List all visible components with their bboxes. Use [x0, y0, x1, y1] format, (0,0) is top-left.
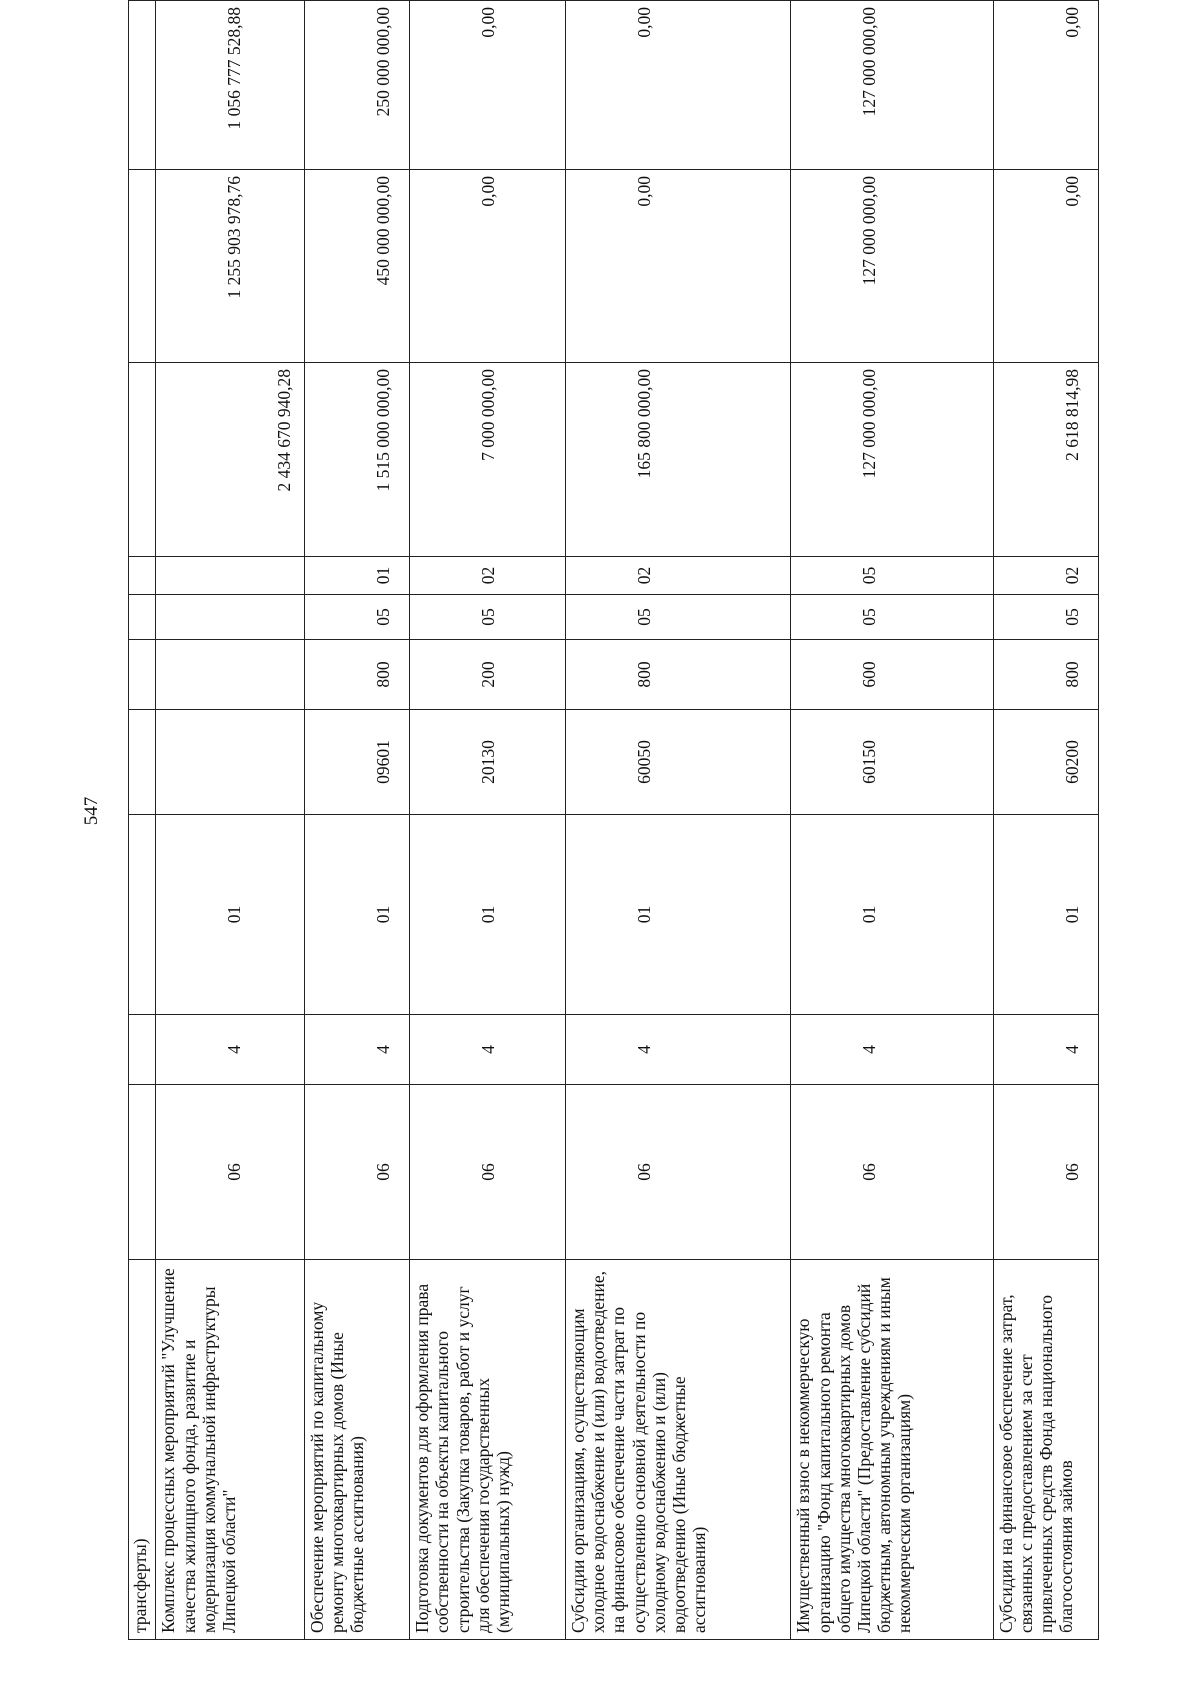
cell-c6: 05 [791, 595, 993, 640]
cell-c1: 06 [566, 1085, 791, 1260]
cell-sum-1: 1 515 000 000,00 [304, 363, 409, 557]
table-row [129, 1, 156, 1640]
row-name: Обеспечение мероприятий по капитальному ремонту многоквартирных домов (Иные бюджетные ассигнования) [304, 1260, 409, 1640]
cell-c5: 200 [410, 640, 566, 710]
table-row [156, 1, 305, 1640]
cell-c3: 01 [993, 815, 1098, 1015]
cell-c6: 05 [410, 595, 566, 640]
cell-c3 [129, 815, 156, 1015]
cell-c1 [129, 1085, 156, 1260]
cell-c6: 05 [993, 595, 1098, 640]
cell-c7 [129, 557, 156, 595]
cell-c4: 09601 [304, 710, 409, 815]
cell-c7: 05 [791, 557, 993, 595]
row-name: Комплекс процессных мероприятий "Улучшение качества жилищного фонда, развитие и модернизация коммунальной инфраструктуры Липецкой области" [156, 1260, 305, 1640]
cell-sum-3: 250 000 000,00 [304, 1, 409, 170]
cell-c4: 60150 [791, 710, 993, 815]
cell-c5: 800 [993, 640, 1098, 710]
cell-c6: 05 [566, 595, 791, 640]
cell-c5: 800 [304, 640, 409, 710]
table-row [304, 1, 409, 1640]
cell-c4: 60050 [566, 710, 791, 815]
cell-sum-1: 165 800 000,00 [566, 363, 791, 557]
cell-c3: 01 [791, 815, 993, 1015]
cell-c2: 4 [304, 1015, 409, 1085]
cell-c6: 05 [304, 595, 409, 640]
cell-c2: 4 [566, 1015, 791, 1085]
cell-sum-2 [129, 170, 156, 363]
cell-c5: 600 [791, 640, 993, 710]
cell-c5 [156, 640, 305, 710]
table-row [791, 1, 993, 1640]
cell-c7: 02 [993, 557, 1098, 595]
cell-c4: 60200 [993, 710, 1098, 815]
cell-c2: 4 [993, 1015, 1098, 1085]
cell-sum-3: 127 000 000,00 [791, 1, 993, 170]
cell-c1: 06 [410, 1085, 566, 1260]
cell-c3: 01 [156, 815, 305, 1015]
cell-sum-1: 7 000 000,00 [410, 363, 566, 557]
cell-c4 [156, 710, 305, 815]
cell-c1: 06 [304, 1085, 409, 1260]
cell-c4 [129, 710, 156, 815]
cell-c5 [129, 640, 156, 710]
cell-c2 [129, 1015, 156, 1085]
row-name: Субсидии организациям, осуществляющим холодное водоснабжение и (или) водоотведение, на финансовое обеспечение части затрат по осуществлению основной деятельности по холодному водоснабжению и (или) водоотведению (Иные бюджетные ассигнования) [566, 1260, 791, 1640]
budget-table [128, 0, 1099, 1640]
row-name: трансферты) [129, 1260, 156, 1640]
cell-sum-3: 0,00 [993, 1, 1098, 170]
cell-sum-2: 1 255 903 978,76 [156, 170, 305, 363]
cell-sum-2: 127 000 000,00 [791, 170, 993, 363]
table-row [410, 1, 566, 1640]
cell-c5: 800 [566, 640, 791, 710]
cell-c3: 01 [410, 815, 566, 1015]
rotated-page [128, 1, 1099, 1640]
cell-sum-1: 2 434 670 940,28 [156, 363, 305, 557]
cell-sum-2: 450 000 000,00 [304, 170, 409, 363]
cell-c7 [156, 557, 305, 595]
cell-c3: 01 [566, 815, 791, 1015]
cell-c1: 06 [993, 1085, 1098, 1260]
cell-sum-1: 2 618 814,98 [993, 363, 1098, 557]
cell-c2: 4 [156, 1015, 305, 1085]
cell-sum-2: 0,00 [410, 170, 566, 363]
cell-c7: 02 [566, 557, 791, 595]
cell-sum-3: 0,00 [566, 1, 791, 170]
cell-sum-1 [129, 363, 156, 557]
cell-c7: 02 [410, 557, 566, 595]
cell-sum-2: 0,00 [993, 170, 1098, 363]
table-row [993, 1, 1098, 1640]
cell-sum-1: 127 000 000,00 [791, 363, 993, 557]
cell-c2: 4 [410, 1015, 566, 1085]
page-number: 547 [81, 796, 102, 826]
row-name: Имущественный взнос в некоммерческую организацию "Фонд капитального ремонта общего имущества многоквартирных домов Липецкой области" (Предоставление субсидий бюджетным, автономным учреждениям и иным некоммерческим организациям) [791, 1260, 993, 1640]
cell-c6 [129, 595, 156, 640]
cell-c2: 4 [791, 1015, 993, 1085]
cell-sum-3 [129, 1, 156, 170]
cell-sum-2: 0,00 [566, 170, 791, 363]
cell-sum-3: 1 056 777 528,88 [156, 1, 305, 170]
row-name: Субсидии на финансовое обеспечение затрат, связанных с предоставлением за счет привлеченных средств Фонда национального благосостояния займов [993, 1260, 1098, 1640]
cell-c1: 06 [791, 1085, 993, 1260]
cell-sum-3: 0,00 [410, 1, 566, 170]
table-row [566, 1, 791, 1640]
cell-c4: 20130 [410, 710, 566, 815]
cell-c7: 01 [304, 557, 409, 595]
row-name: Подготовка документов для оформления права собственности на объекты капитального строительства (Закупка товаров, работ и услуг для обеспечения государственных (муниципальных) нужд) [410, 1260, 566, 1640]
cell-c3: 01 [304, 815, 409, 1015]
cell-c6 [156, 595, 305, 640]
cell-c1: 06 [156, 1085, 305, 1260]
